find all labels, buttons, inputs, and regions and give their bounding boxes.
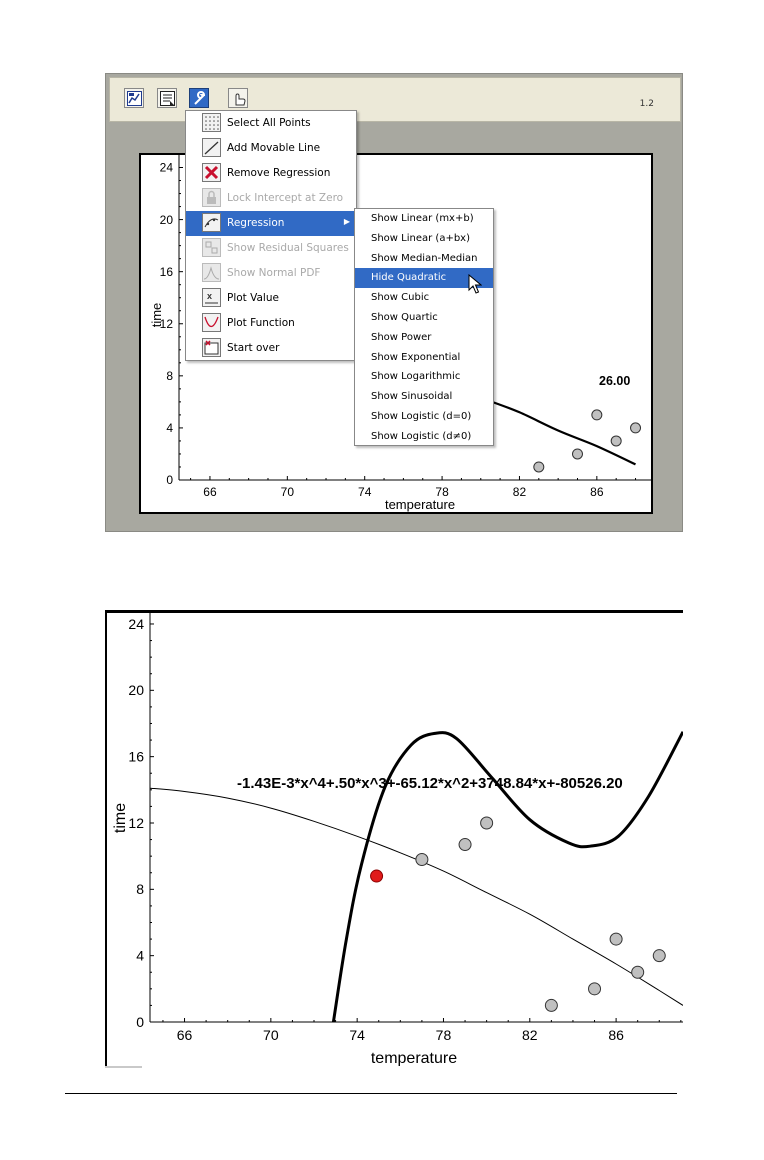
x-tick-label: 66 [176, 1027, 193, 1043]
data-point[interactable] [534, 462, 544, 472]
data-point[interactable] [611, 436, 621, 446]
x-tick-label: 70 [280, 485, 295, 499]
submenu-item-label: Show Logarithmic [371, 371, 461, 383]
document-tools-icon [160, 91, 175, 106]
data-point[interactable] [610, 933, 622, 945]
menu-item-show-residual-squares [186, 236, 356, 261]
data-point[interactable] [545, 999, 557, 1011]
x-tick-label: 82 [512, 485, 527, 499]
pointer-hand-icon [231, 91, 246, 106]
submenu-item-show-quartic[interactable] [355, 308, 493, 328]
submenu-item-show-logistic-d-0-[interactable] [355, 407, 493, 427]
data-point[interactable] [416, 853, 428, 865]
document-tools-button[interactable] [157, 88, 177, 108]
x-tick-label: 78 [435, 1027, 452, 1043]
y-tick-label: 20 [128, 682, 144, 699]
scatter-plot-bottom[interactable] [107, 613, 683, 1066]
plot-value-icon [202, 288, 221, 307]
data-point[interactable] [592, 410, 602, 420]
submenu-item-label: Show Logistic (d=0) [371, 411, 472, 422]
menu-item-label: Show Residual Squares [227, 242, 349, 254]
submenu-item-show-logarithmic[interactable] [355, 367, 493, 387]
submenu-item-show-exponential[interactable] [355, 348, 493, 368]
menu-item-label: Show Normal PDF [227, 267, 321, 279]
page-label: 1.2 [639, 99, 654, 109]
menu-item-label: Select All Points [227, 117, 311, 129]
submenu-item-label: Show Exponential [371, 351, 461, 363]
y-tick-label: 8 [166, 369, 173, 384]
menu-item-label: Plot Function [227, 317, 295, 329]
x-tick-label: 70 [263, 1027, 279, 1043]
pointer-hand-button[interactable] [228, 88, 248, 108]
lock-icon [202, 188, 221, 207]
data-point[interactable] [653, 950, 665, 962]
selected-data-point[interactable] [371, 870, 383, 882]
data-point[interactable] [631, 423, 641, 433]
menu-item-lock-intercept-at-zero [186, 186, 356, 211]
menu-item-start-over[interactable] [186, 336, 356, 361]
menu-item-label: Plot Value [227, 292, 279, 304]
y-tick-label: 12 [128, 814, 144, 831]
wrench-button[interactable] [189, 88, 209, 108]
submenu-item-show-median-median[interactable] [355, 249, 493, 269]
x-tick-label: 82 [522, 1027, 538, 1043]
wrench-icon [192, 91, 207, 106]
submenu-item-label: Show Median-Median [371, 252, 478, 264]
x-axis-label: temperature [384, 497, 456, 512]
menu-item-show-normal-pdf [186, 261, 356, 286]
y-tick-label: 16 [159, 264, 173, 279]
y-tick-label: 0 [166, 473, 173, 488]
y-tick-label: 4 [136, 947, 144, 964]
submenu-item-label: Show Sinusoidal [371, 391, 453, 403]
graph-context-menu [185, 110, 357, 361]
y-tick-label: 16 [128, 748, 144, 765]
movable-line-icon [202, 138, 221, 157]
regression-equation-label: -1.43E-3*x^4+.50*x^3+-65.12*x^2+3748.84*x+-80526.20 [237, 775, 623, 792]
regression-submenu [354, 208, 494, 446]
data-point[interactable] [589, 983, 601, 995]
start-over-icon [202, 338, 221, 357]
menu-item-label: Regression [227, 217, 285, 229]
submenu-item-show-power[interactable] [355, 328, 493, 348]
submenu-item-label: Show Quartic [371, 312, 438, 323]
y-tick-label: 8 [136, 881, 144, 898]
x-tick-label: 66 [203, 485, 217, 499]
menu-item-regression[interactable] [186, 211, 356, 236]
y-tick-label: 4 [166, 421, 173, 436]
data-point[interactable] [459, 839, 471, 851]
y-tick-label: 24 [159, 160, 173, 175]
x-tick-label: 86 [590, 485, 604, 499]
normal-pdf-icon [202, 263, 221, 282]
menu-item-label: Start over [227, 342, 280, 354]
y-axis-label: time [149, 302, 164, 328]
graph-window-bottom[interactable] [105, 610, 683, 1066]
red-x-icon [202, 163, 221, 182]
menu-item-label: Add Movable Line [227, 142, 321, 154]
menu-item-plot-function[interactable] [186, 311, 356, 336]
submenu-item-label: Show Cubic [371, 292, 430, 304]
graph-bottom-edge [105, 1066, 142, 1068]
menu-item-remove-regression[interactable] [186, 161, 356, 186]
menu-item-plot-value[interactable] [186, 286, 356, 311]
submenu-item-label: Show Logistic (d≠0) [371, 430, 472, 442]
submenu-item-show-logistic-d-0-[interactable] [355, 427, 493, 447]
submenu-item-label: Show Power [371, 331, 432, 343]
data-point[interactable] [572, 449, 582, 459]
submenu-arrow-icon: ▶ [343, 217, 350, 226]
regression-equation-label: 26.00 [599, 374, 631, 388]
x-tick-label: 86 [608, 1027, 624, 1043]
mouse-cursor-icon [468, 274, 482, 294]
data-point[interactable] [481, 817, 493, 829]
y-tick-label: 12 [159, 316, 173, 331]
y-tick-label: 24 [128, 615, 144, 632]
y-tick-label: 0 [136, 1013, 144, 1030]
submenu-item-label: Show Linear (a+bx) [371, 232, 470, 244]
x-tick-label: 74 [349, 1027, 365, 1043]
submenu-item-label: Show Linear (mx+b) [371, 213, 474, 224]
page-footer-rule [65, 1093, 677, 1094]
y-axis-label: time [112, 802, 129, 834]
quadratic-regression-curve[interactable] [489, 401, 636, 465]
menu-item-label: Remove Regression [227, 167, 331, 179]
x-tick-label: 78 [435, 485, 449, 499]
submenu-item-label: Hide Quadratic [371, 272, 447, 284]
submenu-item-show-sinusoidal[interactable] [355, 387, 493, 407]
menu-item-select-all-points[interactable] [186, 111, 356, 136]
data-point[interactable] [632, 966, 644, 978]
x-axis-label: temperature [370, 1050, 458, 1066]
y-tick-label: 20 [159, 212, 173, 227]
menu-item-add-movable-line[interactable] [186, 136, 356, 161]
graph-page-icon [127, 91, 142, 106]
svg-text:x: x [207, 291, 213, 301]
quadratic-regression-curve[interactable] [150, 788, 683, 1005]
plot-function-icon [202, 313, 221, 332]
x-tick-label: 74 [358, 485, 372, 499]
submenu-item-show-linear-mx-b-[interactable] [355, 209, 493, 229]
regression-icon [202, 213, 221, 232]
dotted-grid-icon [202, 113, 221, 132]
menu-item-label: Lock Intercept at Zero [227, 192, 344, 204]
graph-page-button[interactable] [124, 88, 144, 108]
residual-squares-icon [202, 238, 221, 257]
submenu-item-show-linear-a-bx-[interactable] [355, 229, 493, 249]
